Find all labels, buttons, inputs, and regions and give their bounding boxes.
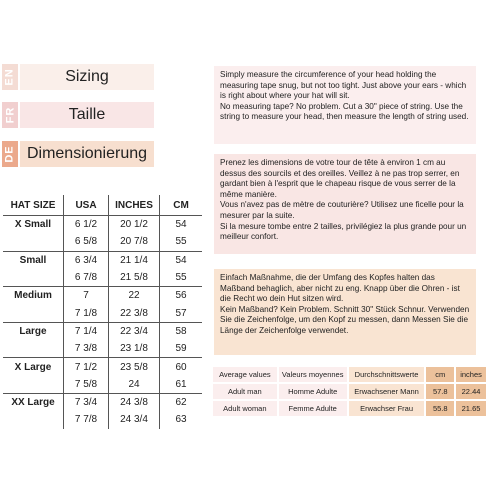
table-row	[3, 287, 202, 305]
ref-cell-en: Adult man	[213, 384, 277, 399]
cm-cell: 56	[175, 290, 187, 302]
size-name-empty	[3, 340, 64, 358]
usa-cell: 7 7/8	[64, 411, 109, 428]
lang-code: EN	[4, 68, 16, 86]
header-cm: CM	[160, 195, 203, 216]
ref-cell-en: Adult woman	[213, 401, 277, 416]
usa-cell: 6 7/8	[64, 269, 109, 287]
size-name-empty	[3, 376, 64, 394]
usa-cell: 6 1/2	[64, 216, 109, 234]
cm-cell: 55	[160, 269, 203, 287]
cm-cell: 57	[160, 304, 203, 322]
usa-cell: 6 5/8	[64, 233, 109, 251]
lang-row-en	[2, 64, 154, 90]
inches-cell: 20 7/8	[109, 233, 160, 251]
inches-cell: 24 3/8	[109, 393, 160, 411]
size-table-header	[3, 195, 202, 216]
size-name-empty	[3, 411, 64, 428]
lang-row-fr	[2, 102, 154, 128]
lang-tag-en	[2, 64, 18, 90]
instructions-en-text: Simply measure the circumference of your head holding the measuring tape snug, but not too tight. Just above your ears - which is right about where your hat will sit. No measuring tape? No problem. Cut a 30" piece of string. Use the string to measure your head, then measure the length of string used.	[220, 70, 469, 122]
usa-cell: 7 1/8	[64, 304, 109, 322]
ref-cell-de: Erwachser Frau	[349, 401, 425, 416]
size-table-body	[3, 216, 202, 429]
ref-cell-de: Erwachsener Mann	[349, 384, 425, 399]
size-name: X Small	[14, 219, 52, 231]
usa-cell: 7 3/8	[64, 340, 109, 358]
cm-cell: 62	[175, 397, 187, 409]
inches-cell: 21 5/8	[109, 269, 160, 287]
table-row	[3, 393, 202, 411]
cm-cell: 61	[160, 376, 203, 394]
cm-cell: 54	[175, 254, 187, 266]
size-name: Small	[19, 254, 47, 266]
ref-cell-fr: Femme Adulte	[279, 401, 347, 416]
inches-cell: 21 1/4	[109, 251, 160, 269]
usa-cell: 7 1/2	[64, 358, 109, 376]
ref-header-inches: inches	[456, 367, 486, 382]
table-row	[3, 358, 202, 376]
table-row	[3, 216, 202, 234]
ref-header-en: Average values	[213, 367, 277, 382]
cm-cell: 54	[175, 219, 187, 231]
inches-cell: 22 3/8	[109, 304, 160, 322]
size-table	[3, 195, 202, 429]
ref-cell-cm: 55.8	[426, 401, 454, 416]
inches-cell: 22	[109, 287, 160, 305]
lang-label-de: Dimensionierung	[20, 141, 154, 167]
ref-header-fr: Valeurs moyennes	[279, 367, 347, 382]
table-row	[3, 304, 202, 322]
usa-cell: 7 3/4	[64, 393, 109, 411]
usa-cell: 7	[64, 287, 109, 305]
ref-cell-inches: 21.65	[456, 401, 486, 416]
table-row	[3, 269, 202, 287]
cm-cell: 59	[160, 340, 203, 358]
cm-cell: 55	[160, 233, 203, 251]
size-name-empty	[3, 304, 64, 322]
size-name-empty	[3, 269, 64, 287]
instructions-de-text: Einfach Maßnahme, die der Umfang des Kopfes halten das Maßband behaglich, aber nicht zu eng. Knapp über die Ohren - ist die Recht wo dein Hut sitzen wird. Kein Maßband? Kein Problem. Schnitt 30" Stück Schnur. Verwenden Sie die Zeichenfolge, um den Kopf zu messen, dann Messen Sie die Länge der Zeichenfolge verwendet.	[220, 273, 470, 335]
table-row	[3, 340, 202, 358]
inches-cell: 22 3/4	[109, 322, 160, 340]
size-name: Medium	[14, 290, 52, 302]
average-values-table	[211, 365, 488, 418]
lang-label-en: Sizing	[20, 64, 154, 90]
inches-cell: 24 3/4	[109, 411, 160, 428]
usa-cell: 6 3/4	[64, 251, 109, 269]
ref-cell-inches: 22.44	[456, 384, 486, 399]
cm-cell: 60	[175, 361, 187, 373]
header-hat-size: HAT SIZE	[3, 195, 64, 216]
ref-cell-cm: 57.8	[426, 384, 454, 399]
table-row	[3, 411, 202, 428]
table-row	[213, 367, 486, 382]
lang-row-de	[2, 141, 154, 167]
inches-cell: 20 1/2	[109, 216, 160, 234]
instructions-de	[214, 269, 476, 355]
ref-cell-fr: Homme Adulte	[279, 384, 347, 399]
table-row	[213, 384, 486, 399]
ref-header-de: Durchschnittswerte	[349, 367, 425, 382]
table-row	[3, 376, 202, 394]
instructions-fr-text: Prenez les dimensions de votre tour de tête à environ 1 cm au dessus des sourcils et des oreilles. Veillez à ne pas trop serrer, en gardant bien à l'esprit que le chapeau risque de vous serrer de la même manière. Vous n'avez pas de mètre de couturière? Utilisez une ficelle pour la mesurer par la suite. Si la mesure tombe entre 2 tailles, privilégiez la plus grande pour un meilleur confort.	[220, 158, 467, 242]
header-inches: INCHES	[109, 195, 160, 216]
ref-header-cm: cm	[426, 367, 454, 382]
table-row	[3, 322, 202, 340]
size-name: XX Large	[11, 397, 55, 409]
size-name: Large	[19, 325, 47, 337]
cm-cell: 58	[175, 325, 187, 337]
inches-cell: 23 1/8	[109, 340, 160, 358]
usa-cell: 7 1/4	[64, 322, 109, 340]
inches-cell: 24	[109, 376, 160, 394]
lang-tag-de	[2, 141, 18, 167]
size-name: X Large	[14, 361, 52, 373]
table-row	[213, 401, 486, 416]
usa-cell: 7 5/8	[64, 376, 109, 394]
inches-cell: 23 5/8	[109, 358, 160, 376]
instructions-en	[214, 66, 476, 144]
table-row	[3, 233, 202, 251]
header-usa: USA	[64, 195, 109, 216]
table-row	[3, 251, 202, 269]
lang-tag-fr	[2, 102, 18, 128]
lang-code: DE	[4, 145, 16, 163]
size-name-empty	[3, 233, 64, 251]
instructions-fr	[214, 154, 476, 254]
lang-code: FR	[4, 106, 17, 124]
lang-label-fr: Taille	[20, 102, 154, 128]
cm-cell: 63	[175, 414, 187, 426]
